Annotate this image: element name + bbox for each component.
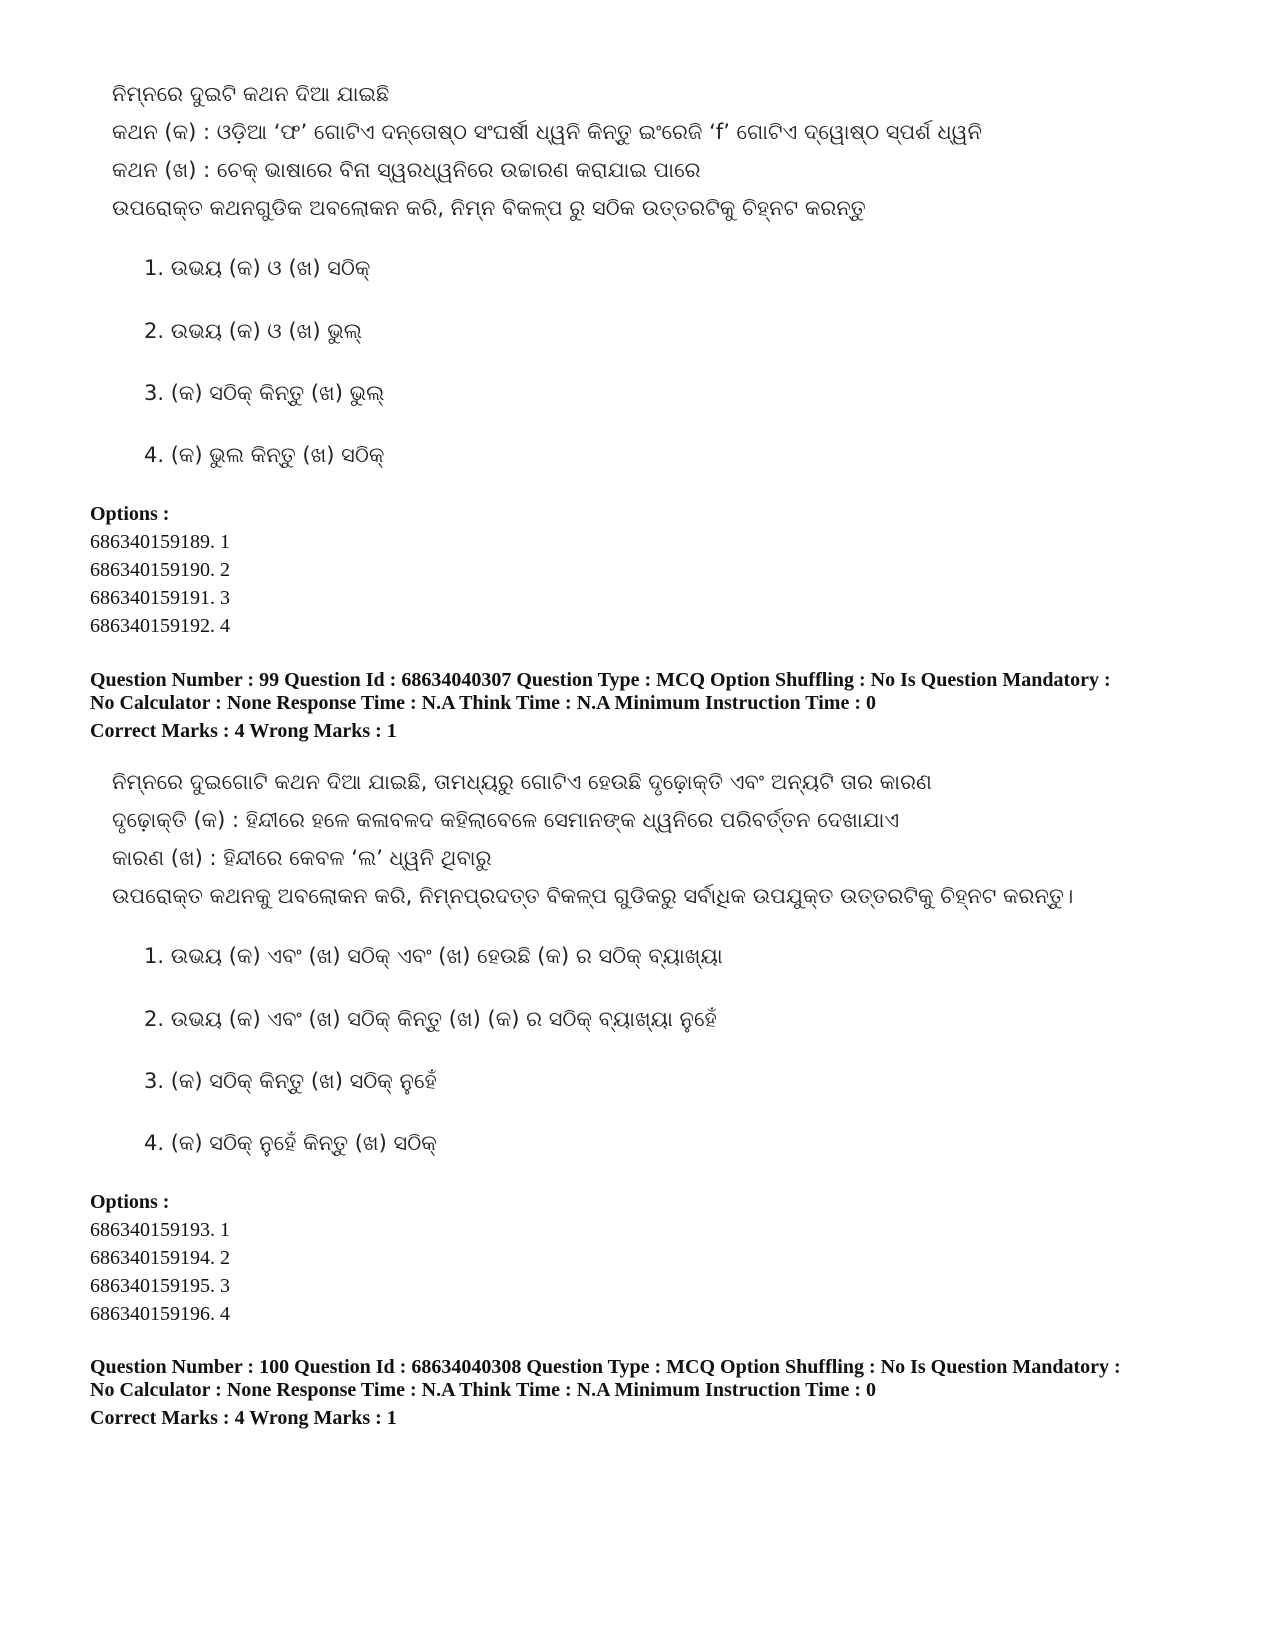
question-meta-line: Question Number : 100 Question Id : 68634040308 Question Type : MCQ Option Shuffling : No Is Question Mandatory :: [90, 1356, 1121, 1378]
q100-header: [90, 1356, 1121, 1430]
q98-stem-line: କଥନ (ଖ) : ଚେକ୍ ଭାଷାରେ ବିନା ସ୍ୱରଧ୍ୱନିରେ ଉଚ୍ଚାରଣ କରାଯାଇ ପାରେ: [112, 158, 701, 182]
option-item: 686340159190. 2: [90, 559, 230, 581]
question-marks: Correct Marks : 4 Wrong Marks : 1: [90, 1407, 397, 1429]
q99-stem-line: କାରଣ (ଖ) : ହିନ୍ଦୀରେ କେବଳ ‘ଲ’ ଧ୍ୱନି ଥିବାରୁ: [112, 846, 492, 870]
q99-choice-2: 2. ଉଭୟ (କ) ଏବଂ (ଖ) ସଠିକ୍ କିନ୍ତୁ (ଖ) (କ) ର ସଠିକ୍ ବ୍ୟାଖ୍ୟା ନୁହେଁ: [144, 1007, 717, 1031]
q98-stem-line: ଉପରୋକ୍ତ କଥନଗୁଡିକ ଅବଲୋକନ କରି, ନିମ୍ନ ବିକଳ୍ପ ରୁ ସଠିକ ଉତ୍ତରଟିକୁ ଚିହ୍ନଟ କରନ୍ତୁ: [112, 196, 866, 220]
q98-stem-line: ନିମ୍ନରେ ଦୁଇଟି କଥନ ଦିଆ ଯାଇଛି: [112, 82, 390, 106]
q98-choice-4: 4. (କ) ଭୁଲ କିନ୍ତୁ (ଖ) ସଠିକ୍: [144, 443, 385, 467]
options-label: Options :: [90, 1191, 170, 1213]
option-item: 686340159191. 3: [90, 587, 230, 609]
q99-choice-4: 4. (କ) ସଠିକ୍ ନୁହେଁ କିନ୍ତୁ (ଖ) ସଠିକ୍: [144, 1131, 437, 1155]
q99-stem-line: ଦୃଢ଼ୋକ୍ତି (କ) : ହିନ୍ଦୀରେ ହଳେ କଳାବଳଦ କହିଲାବେଳେ ସେମାନଙ୍କ ଧ୍ୱନିରେ ପରିବର୍ତ୍ତନ ଦେଖାଯାଏ: [112, 808, 900, 832]
q98-choice-1: 1. ଉଭୟ (କ) ଓ (ଖ) ସଠିକ୍: [144, 256, 371, 280]
option-item: 686340159193. 1: [90, 1219, 230, 1241]
q99-stem-line: ନିମ୍ନରେ ଦୁଇଗୋଟି କଥନ ଦିଆ ଯାଇଛି, ତାମଧ୍ୟରୁ ଗୋଟିଏ ହେଉଛି ଦୃଢ଼ୋକ୍ତି ଏବଂ ଅନ୍ୟଟି ତାର କାରଣ: [112, 770, 932, 794]
option-item: 686340159196. 4: [90, 1303, 230, 1325]
q98-options: [90, 500, 230, 640]
q98-choice-3: 3. (କ) ସଠିକ୍ କିନ୍ତୁ (ଖ) ଭୁଲ୍: [144, 381, 385, 405]
q99-stem: [112, 770, 1074, 1170]
q99-stem-line: ଉପରୋକ୍ତ କଥନକୁ ଅବଲୋକନ କରି, ନିମ୍ନପ୍ରଦତ୍ତ ବିକଳ୍ପ ଗୁଡିକରୁ ସର୍ବାଧିକ ଉପଯୁକ୍ତ ଉତ୍ତରଟିକୁ ଚିହ୍ନଟ କରନ୍ତୁ।: [112, 884, 1074, 908]
question-meta-line: No Calculator : None Response Time : N.A Think Time : N.A Minimum Instruction Time : 0: [90, 1379, 876, 1401]
option-item: 686340159194. 2: [90, 1247, 230, 1269]
q99-choice-1: 1. ଉଭୟ (କ) ଏବଂ (ଖ) ସଠିକ୍ ଏବଂ (ଖ) ହେଉଛି (କ) ର ସଠିକ୍ ବ୍ୟାଖ୍ୟା: [144, 944, 723, 968]
question-meta-line: No Calculator : None Response Time : N.A Think Time : N.A Minimum Instruction Time : 0: [90, 692, 876, 714]
q99-options: [90, 1188, 230, 1328]
options-label: Options :: [90, 503, 170, 525]
q98-stem: [112, 82, 1012, 482]
q99-choice-3: 3. (କ) ସଠିକ୍ କିନ୍ତୁ (ଖ) ସଠିକ୍ ନୁହେଁ: [144, 1069, 437, 1093]
option-item: 686340159192. 4: [90, 615, 230, 637]
q98-choice-2: 2. ଉଭୟ (କ) ଓ (ଖ) ଭୁଲ୍: [144, 319, 363, 343]
question-meta-line: Question Number : 99 Question Id : 68634040307 Question Type : MCQ Option Shuffling : No Is Question Mandatory :: [90, 669, 1111, 691]
option-item: 686340159189. 1: [90, 531, 230, 553]
q99-header: [90, 669, 1111, 743]
q98-stem-line: କଥନ (କ) : ଓଡ଼ିଆ ‘ଫ’ ଗୋଟିଏ ଦନ୍ତୋଷ୍ଠ ସଂଘର୍ଷୀ ଧ୍ୱନି କିନ୍ତୁ ଇଂରେଜି ‘f’ ଗୋଟିଏ ଦ୍ୱୋଷ୍ଠ ସ୍ପର୍ଶ ଧ୍ୱନି: [112, 120, 983, 144]
question-marks: Correct Marks : 4 Wrong Marks : 1: [90, 720, 397, 742]
option-item: 686340159195. 3: [90, 1275, 230, 1297]
